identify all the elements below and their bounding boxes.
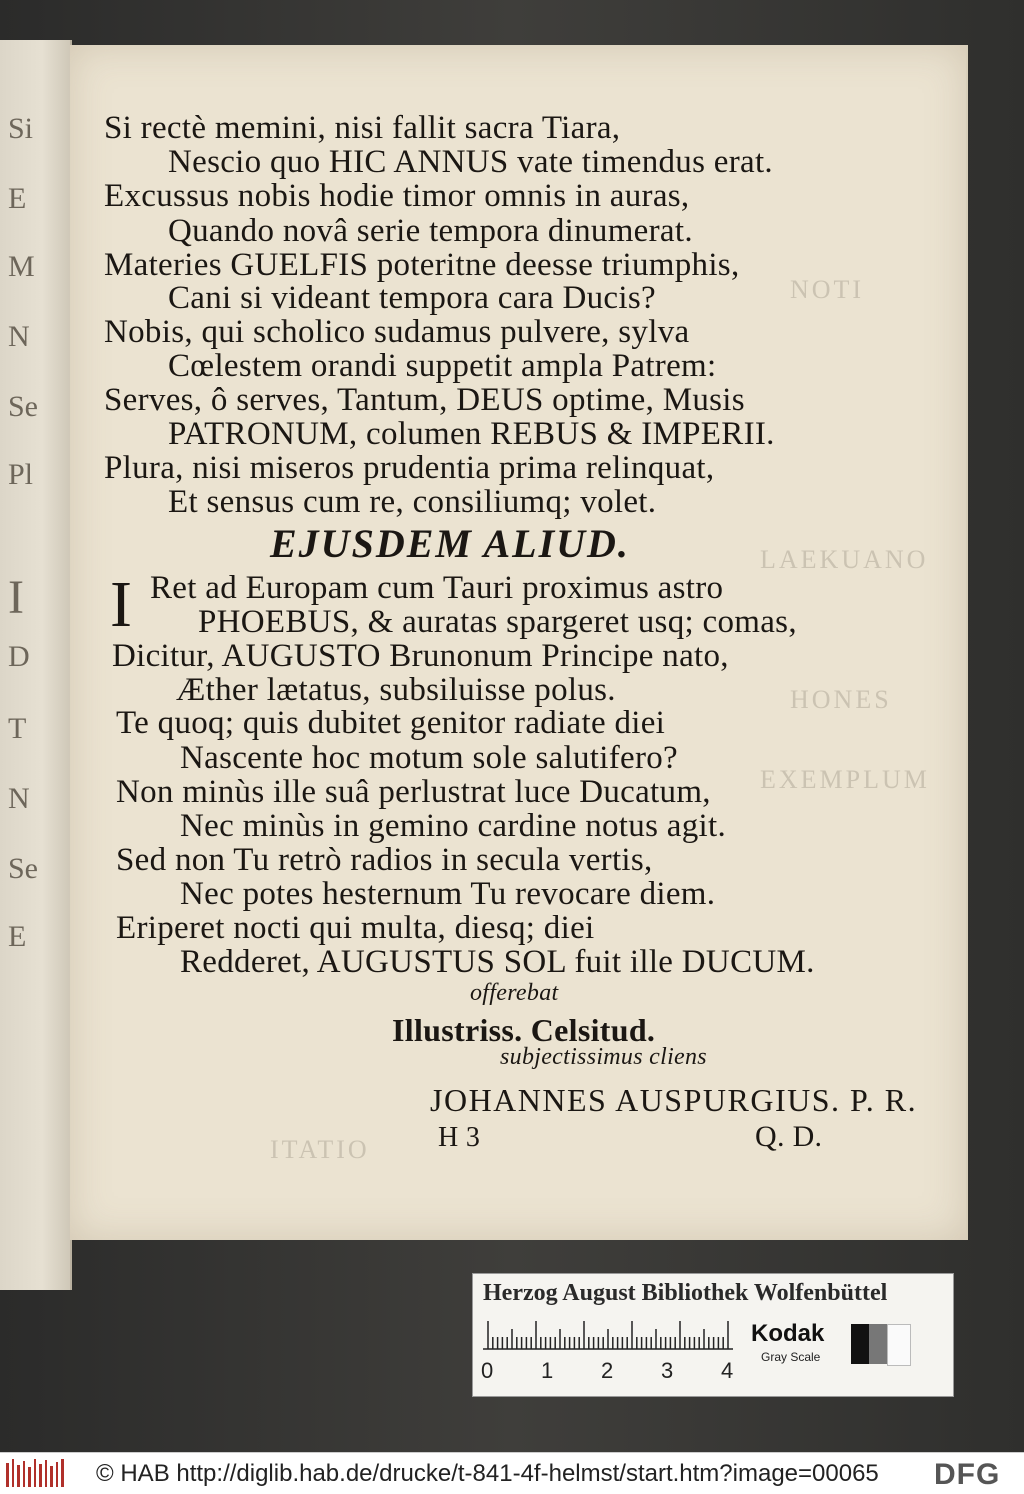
poem-line: PHOEBUS, & auratas spargeret usq; comas, [198, 604, 797, 640]
show-through-text: LAEKUANO [760, 545, 929, 574]
ruler-number: 0 [481, 1358, 494, 1383]
poem-line: Eriperet nocti qui multa, diesq; diei [116, 910, 595, 946]
poem-line: Nascente hoc motum sole salutifero? [180, 740, 679, 776]
prev-page-letter: N [8, 320, 30, 353]
prev-page-letter: Pl [8, 458, 34, 491]
library-name: Herzog August Bibliothek Wolfenbüttel [483, 1280, 888, 1306]
footer-bar [0, 1452, 1024, 1494]
ruler-number: 2 [601, 1358, 614, 1383]
gray-swatch-white [887, 1324, 911, 1366]
poem-line: Dicitur, AUGUSTO Brunonum Principe nato, [112, 638, 729, 674]
qd-mark: Q. D. [755, 1120, 823, 1153]
ruler-number: 3 [661, 1358, 674, 1383]
poem-line: Nec potes hesternum Tu revocare diem. [180, 876, 716, 912]
poem-line: Nec minùs in gemino cardine notus agit. [180, 808, 726, 844]
gray-swatch-mid [869, 1324, 887, 1364]
prev-page-letter: T [8, 712, 27, 745]
poem-line: Cani si videant tempora cara Ducis? [168, 280, 656, 316]
poem-line: Plura, nisi miseros prudentia prima relinquat, [104, 450, 715, 486]
color-calibration-card [472, 1273, 954, 1397]
dedication-subjectissimus: subjectissimus cliens [500, 1044, 707, 1070]
gray-scale-label: Gray Scale [761, 1350, 821, 1364]
author-name: JOHANNES AUSPURGIUS. P. R. [430, 1082, 918, 1118]
kodak-brand: Kodak [751, 1320, 825, 1347]
poem-line: Non minùs ille suâ perlustrat luce Ducatum, [116, 774, 711, 810]
poem-line: Si rectè memini, nisi fallit sacra Tiara, [104, 110, 621, 146]
ruler-number: 4 [721, 1358, 734, 1383]
prev-page-letter: D [8, 640, 30, 673]
prev-page-letter: E [8, 182, 27, 215]
dedication-illustriss: Illustriss. Celsitud. [392, 1012, 656, 1048]
signature-mark: H 3 [438, 1122, 481, 1153]
poem-line: Nobis, qui scholico sudamus pulvere, sylva [104, 314, 690, 350]
ruler-number: 1 [541, 1358, 554, 1383]
ruler-scale [483, 1318, 733, 1350]
poem-line: Te quoq; quis dubitet genitor radiate diei [116, 705, 666, 741]
show-through-text: HONES [790, 685, 892, 714]
show-through-text: EXEMPLUM [760, 765, 930, 794]
prev-page-letter: Se [8, 852, 38, 885]
drop-cap: I [110, 568, 132, 641]
section-heading: EJUSDEM ALIUD. [270, 521, 630, 566]
poem-line: Et sensus cum re, consiliumq; volet. [168, 484, 657, 520]
poem-line: Ret ad Europam cum Tauri proximus astro [150, 570, 724, 606]
poem-line: Materies GUELFIS poteritne deesse triumphis, [104, 247, 740, 283]
gray-swatch-black [851, 1324, 869, 1364]
poem-line: Æther lætatus, subsiluisse polus. [176, 672, 616, 708]
offerebat-note: offerebat [470, 980, 559, 1006]
copyright-url[interactable]: © HAB http://diglib.hab.de/drucke/t-841-4f-helmst/start.htm?image=00065 [96, 1460, 879, 1487]
poem-line: Serves, ô serves, Tantum, DEUS optime, Musis [104, 382, 745, 418]
prev-page-letter: E [8, 920, 27, 953]
poem-line: PATRONUM, columen REBUS & IMPERII. [168, 416, 775, 452]
prev-page-letter: N [8, 782, 30, 815]
prev-page-letter: Si [8, 112, 34, 145]
poem-line: Excussus nobis hodie timor omnis in auras, [104, 178, 690, 214]
poem-line: Nescio quo HIC ANNUS vate timendus erat. [168, 144, 773, 180]
poem-line: Cœlestem orandi suppetit ampla Patrem: [168, 348, 717, 384]
poem-line: Sed non Tu retrò radios in secula vertis, [116, 842, 653, 878]
show-through-text: NOTI [790, 275, 865, 304]
show-through-text: ITATIO [270, 1135, 370, 1164]
prev-page-letter: I [8, 571, 24, 624]
poem-line: Redderet, AUGUSTUS SOL fuit ille DUCUM. [180, 944, 815, 980]
prev-page-letter: M [8, 250, 35, 283]
poem-line: Quando novâ serie tempora dinumerat. [168, 213, 693, 249]
prev-page-letter: Se [8, 390, 38, 423]
barcode-icon [6, 1459, 68, 1489]
dfg-logo: DFG [934, 1458, 1001, 1491]
previous-page-edge [0, 40, 72, 1290]
